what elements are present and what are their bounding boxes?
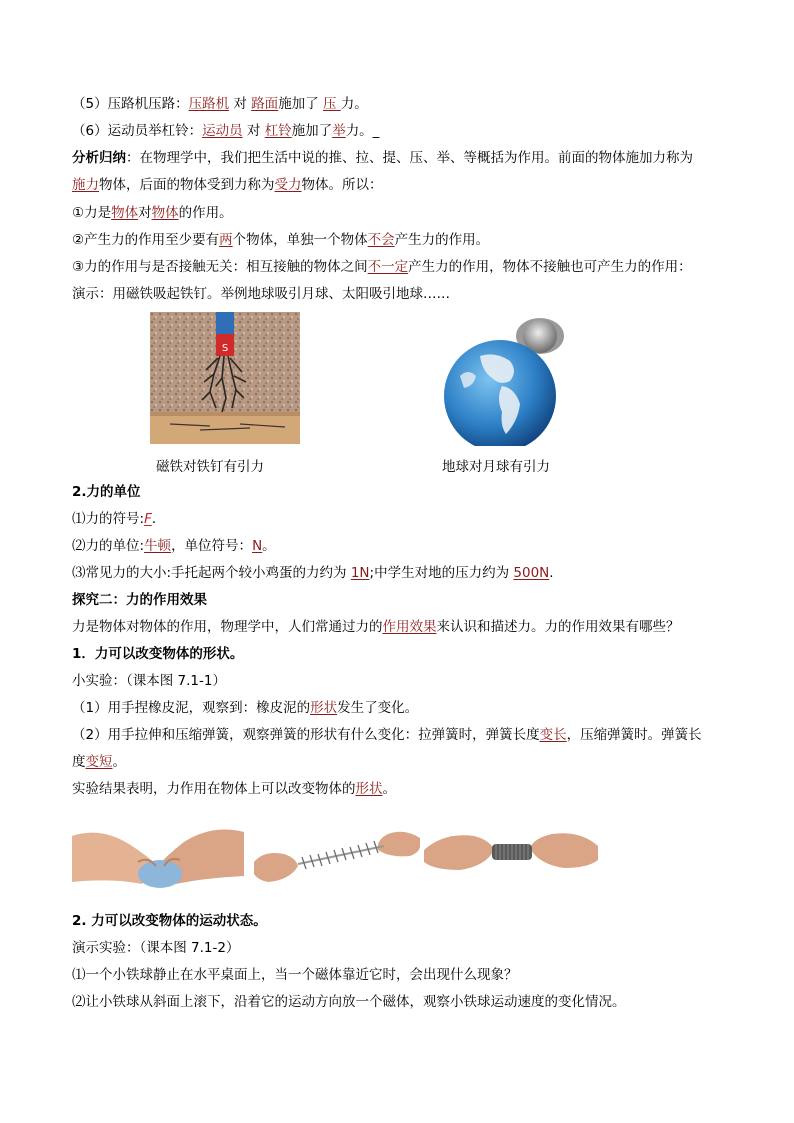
point-3: ③力的作用与是否接触无关：相互接触的物体之间不一定产生力的作用，物体不接触也可产生力的作用： [72, 259, 692, 275]
paragraph-5: （5）压路机压路：压路机 对 路面施加了 压 力。 [72, 96, 368, 112]
mini-experiment: 小实验：（课本图 7.1-1） [72, 673, 226, 689]
demo-experiment: 演示实验：（课本图 7.1-2） [72, 940, 240, 956]
subsection-motion: 2. 力可以改变物体的运动状态。 [72, 913, 267, 929]
experiment-step-2-cont: 度变短。 [72, 754, 126, 770]
stretch-spring-image [254, 826, 420, 888]
caption-earth-moon: 地球对月球有引力 [442, 459, 550, 475]
force-magnitudes: ⑶常见力的大小:手托起两个较小鸡蛋的力约为 1N;中学生对地的压力约为 500N. [72, 565, 554, 581]
caption-magnet: 磁铁对铁钉有引力 [156, 459, 264, 475]
demo-line: 演示：用磁铁吸起铁钉。举例地球吸引月球、太阳吸引地球…… [72, 286, 450, 302]
experiment-step-2: （2）用手拉伸和压缩弹簧，观察弹簧的形状有什么变化：拉弹簧时，弹簧长度变长，压缩弹簧时。弹簧长 [72, 727, 702, 743]
force-unit: ⑵力的单位:牛顿，单位符号：N。 [72, 538, 276, 554]
squeeze-clay-image [72, 826, 244, 896]
experiment-conclusion: 实验结果表明，力作用在物体上可以改变物体的形状。 [72, 781, 396, 797]
point-1: ①力是物体对物体的作用。 [72, 205, 233, 221]
experiment-step-1: （1）用手捏橡皮泥，观察到：橡皮泥的形状发生了变化。 [72, 700, 419, 716]
section-title-effects: 探究二：力的作用效果 [72, 592, 207, 608]
magnet-letter: S [221, 343, 229, 354]
point-2: ②产生力的作用至少要有两个物体，单独一个物体不会产生力的作用。 [72, 232, 490, 248]
compress-spring-image [424, 826, 598, 878]
analysis-summary: 分析归纳：在物理学中，我们把生活中说的推、拉、提、压、举、等概括为作用。前面的物体施加力称为 [72, 150, 693, 166]
force-symbol: ⑴力的符号:F. [72, 511, 157, 527]
paragraph-6: （6）运动员举杠铃：运动员 对 杠铃施加了举力。_ [72, 123, 380, 139]
analysis-summary-cont: 施力物体，后面的物体受到力称为受力物体。所以： [72, 177, 383, 193]
magnet-nails-image [150, 312, 300, 444]
question-1: ⑴一个小铁球静止在水平桌面上，当一个磁体靠近它时，会出现什么现象？ [72, 967, 518, 983]
effects-intro: 力是物体对物体的作用，物理学中，人们常通过力的作用效果来认识和描述力。力的作用效果有哪些？ [72, 619, 680, 635]
section-title-unit: 2.力的单位 [72, 484, 141, 500]
earth-moon-image [440, 316, 590, 446]
subsection-shape: 1．力可以改变物体的形状。 [72, 646, 244, 662]
question-2: ⑵让小铁球从斜面上滚下，沿着它的运动方向放一个磁体，观察小铁球运动速度的变化情况。 [72, 994, 626, 1010]
